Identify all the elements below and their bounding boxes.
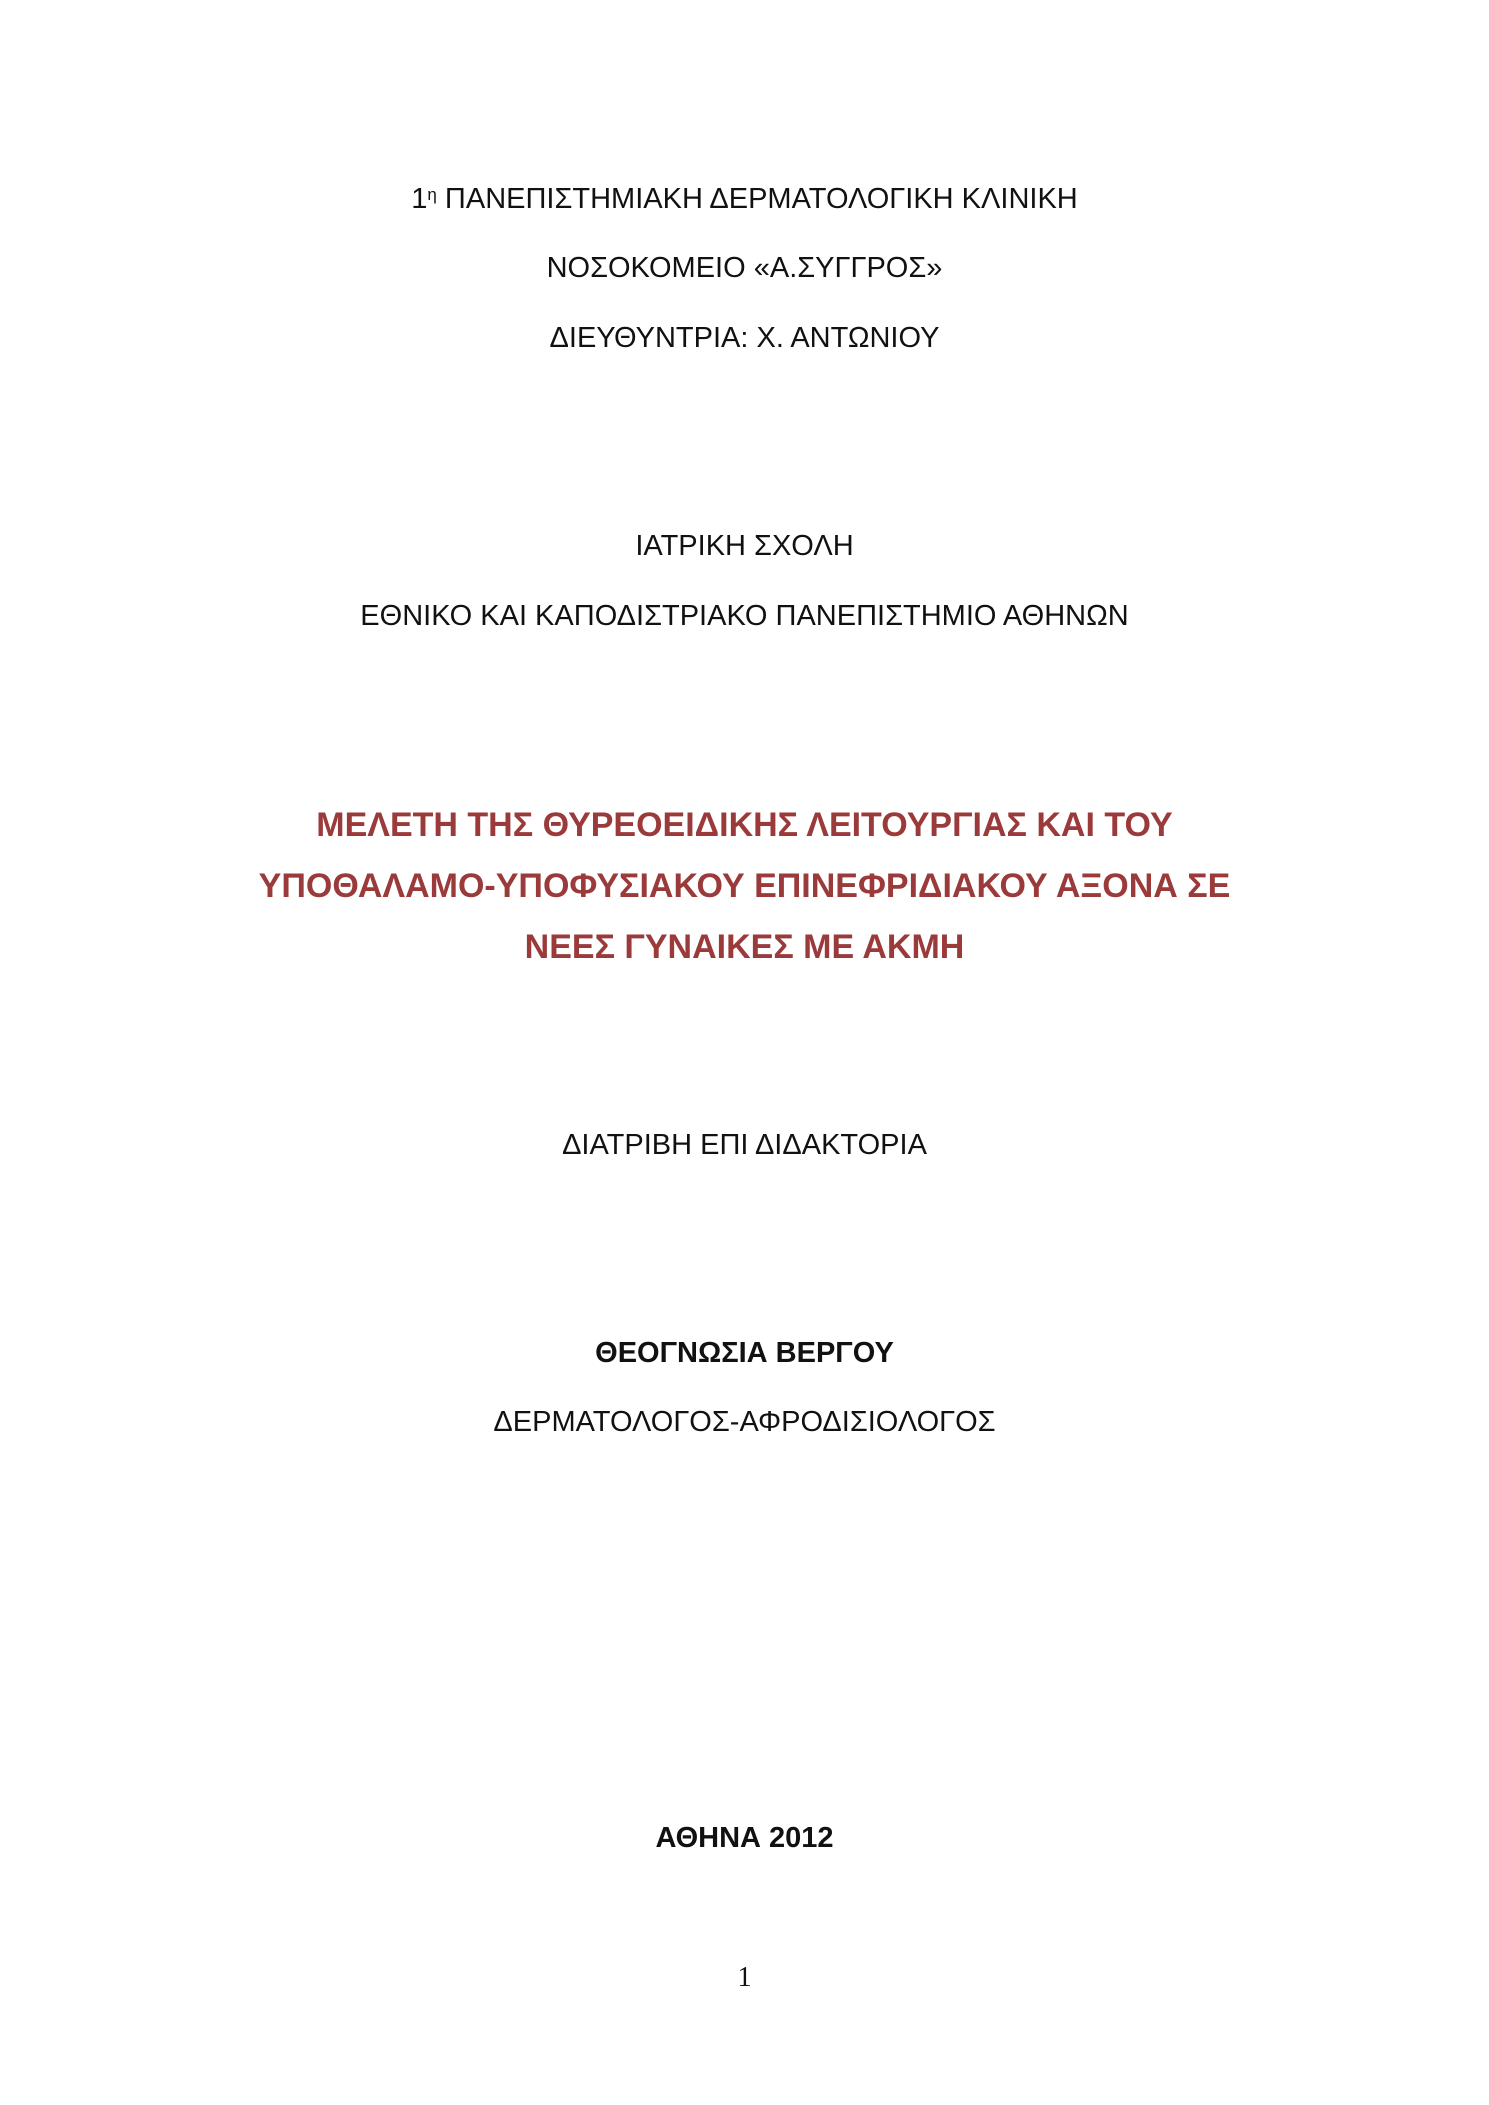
document-type: ΔΙΑΤΡΙΒΗ ΕΠΙ ΔΙΔΑΚΤΟΡΙΑ <box>562 1129 927 1161</box>
director-line: ΔΙΕΥΘΥΝΤΡΙΑ: Χ. ΑΝΤΩΝΙΟΥ <box>549 322 940 354</box>
place-year: ΑΘΗΝΑ 2012 <box>655 1822 834 1854</box>
author-specialty: ΔΕΡΜΑΤΟΛΟΓΟΣ-ΑΦΡΟΔΙΣΙΟΛΟΓΟΣ <box>493 1406 996 1438</box>
author-name: ΘΕΟΓΝΩΣΙΑ ΒΕΡΓΟΥ <box>595 1337 894 1369</box>
university-line: ΕΘΝΙΚΟ ΚΑΙ ΚΑΠΟΔΙΣΤΡΙΑΚΟ ΠΑΝΕΠΙΣΤΗΜΙΟ ΑΘΗΝΩΝ <box>360 600 1129 632</box>
hospital-line: ΝΟΣΟΚΟΜΕΙΟ «Α.ΣΥΓΓΡΟΣ» <box>546 252 943 284</box>
thesis-title <box>0 795 1489 978</box>
thesis-title-line-2: ΥΠΟΘΑΛΑΜΟ-ΥΠΟΦΥΣΙΑΚΟΥ ΕΠΙΝΕΦΡΙΔΙΑΚΟΥ ΑΞΟΝΑ ΣΕ <box>258 867 1231 905</box>
page-number: 1 <box>737 1962 752 1993</box>
clinic-name: ΠΑΝΕΠΙΣΤΗΜΙΑΚΗ ΔΕΡΜΑΤΟΛΟΓΙΚΗ ΚΛΙΝΙΚΗ <box>444 183 1078 215</box>
clinic-superscript: η <box>427 185 437 204</box>
clinic-line <box>0 181 1489 217</box>
thesis-title-line-3: ΝΕΕΣ ΓΥΝΑΙΚΕΣ ΜΕ ΑΚΜΗ <box>524 928 965 966</box>
thesis-title-line-1: ΜΕΛΕΤΗ ΤΗΣ ΘΥΡΕΟΕΙΔΙΚΗΣ ΛΕΙΤΟΥΡΓΙΑΣ ΚΑΙ ΤΟΥ <box>316 806 1173 844</box>
school-line: ΙΑΤΡΙΚΗ ΣΧΟΛΗ <box>635 530 854 562</box>
clinic-number: 1 <box>411 183 428 215</box>
